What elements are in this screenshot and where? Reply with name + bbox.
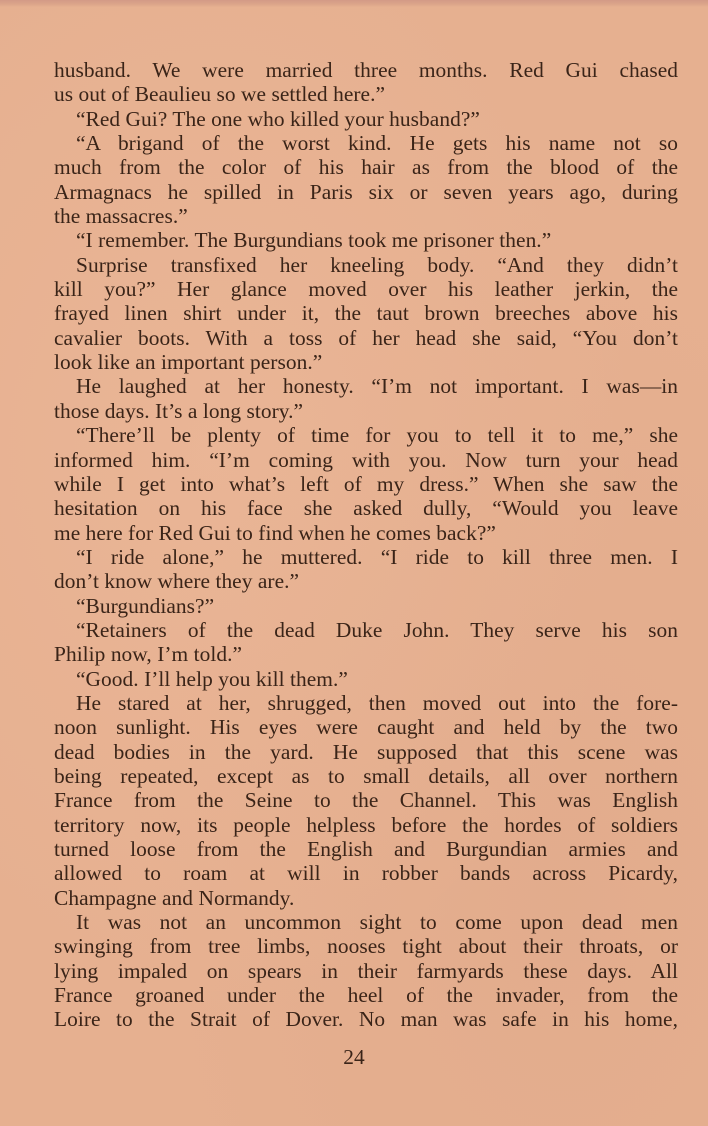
- text-line: Champagne and Normandy.: [54, 885, 295, 910]
- text-line: hesitation on his face she asked dully, “Would you leave: [54, 496, 678, 521]
- text-line: lying impaled on spears in their farmyards these days. All: [54, 958, 678, 983]
- text-line: “Good. I’ll help you kill them.”: [76, 666, 348, 691]
- text-line: “I ride alone,” he muttered. “I ride to kill three men. I: [76, 544, 678, 569]
- text-line: allowed to roam at will in robber bands across Picardy,: [54, 861, 678, 886]
- text-line: cavalier boots. With a toss of her head she said, “You don’t: [54, 325, 678, 350]
- text-line: Surprise transfixed her kneeling body. “And they didn’t: [76, 252, 678, 277]
- text-line: being repeated, except as to small details, all over northern: [54, 763, 678, 788]
- text-line: informed him. “I’m coming with you. Now turn your head: [54, 447, 678, 472]
- text-line: “Red Gui? The one who killed your husband?”: [76, 106, 480, 131]
- text-line: “Retainers of the dead Duke John. They serve his son: [76, 617, 678, 642]
- text-line: dead bodies in the yard. He supposed that this scene was: [54, 739, 678, 764]
- text-line: Armagnacs he spilled in Paris six or seven years ago, during: [54, 179, 678, 204]
- text-line: swinging from tree limbs, nooses tight about their throats, or: [54, 934, 678, 959]
- text-line: much from the color of his hair as from the blood of the: [54, 155, 678, 180]
- text-line: those days. It’s a long story.”: [54, 398, 304, 423]
- text-line: me here for Red Gui to find when he comes back?”: [54, 520, 496, 545]
- text-line: territory now, its people helpless before the hordes of soldiers: [54, 812, 678, 837]
- text-line: It was not an uncommon sight to come upon dead men: [76, 910, 678, 935]
- text-line: noon sunlight. His eyes were caught and held by the two: [54, 715, 678, 740]
- text-line: France groaned under the heel of the invader, from the: [54, 983, 678, 1008]
- text-line: while I get into what’s left of my dress.” When she saw the: [54, 471, 678, 496]
- page-number: 24: [343, 1045, 365, 1069]
- text-line: husband. We were married three months. Red Gui chased: [54, 58, 678, 82]
- page-top-edge: [0, 0, 708, 7]
- text-line: look like an important person.”: [54, 350, 323, 375]
- text-line: don’t know where they are.”: [54, 569, 300, 594]
- text-line: He stared at her, shrugged, then moved out into the fore-: [76, 690, 678, 715]
- text-line: the massacres.”: [54, 204, 188, 229]
- text-line: “I remember. The Burgundians took me prisoner then.”: [76, 228, 552, 253]
- text-line: turned loose from the English and Burgundian armies and: [54, 837, 678, 861]
- text-line: “There’ll be plenty of time for you to tell it to me,” she: [76, 423, 678, 448]
- text-line: Philip now, I’m told.”: [54, 642, 243, 667]
- body-text: [54, 58, 678, 1032]
- text-line: frayed linen shirt under it, the taut brown breeches above his: [54, 301, 678, 326]
- text-line: France from the Seine to the Channel. This was English: [54, 788, 678, 813]
- text-line: “Burgundians?”: [76, 593, 215, 618]
- text-line: Loire to the Strait of Dover. No man was safe in his home,: [54, 1007, 678, 1032]
- text-line: kill you?” Her glance moved over his leather jerkin, the: [54, 277, 678, 302]
- text-line: He laughed at her honesty. “I’m not important. I was—in: [76, 374, 678, 399]
- text-line: “A brigand of the worst kind. He gets his name not so: [76, 131, 678, 156]
- text-line: us out of Beaulieu so we settled here.”: [54, 82, 386, 107]
